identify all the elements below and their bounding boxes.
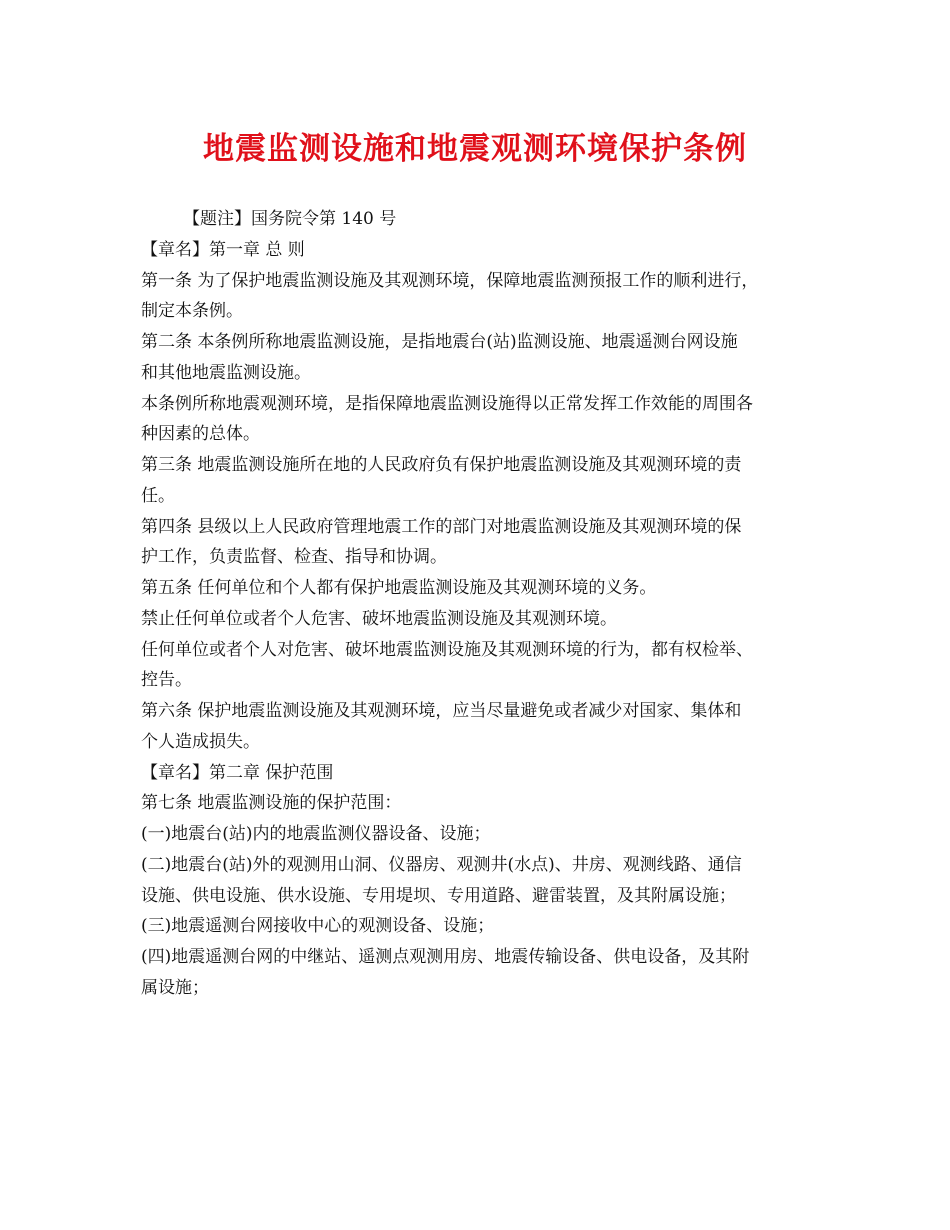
article-line: 任。: [141, 485, 175, 506]
article-line: 第二条 本条例所称地震监测设施，是指地震台(站)监测设施、地震遥测台网设施: [141, 332, 738, 352]
article-line: 第七条 地震监测设施的保护范围：: [141, 793, 402, 814]
article-line: 种因素的总体。: [141, 424, 260, 445]
article-line: 个人造成损失。: [141, 731, 260, 752]
list-item-line: (二)地震台(站)外的观测用山洞、仪器房、观测井(水点)、井房、观测线路、通信: [141, 854, 742, 875]
article-line: 禁止任何单位或者个人危害、破坏地震监测设施及其观测环境。: [141, 608, 617, 629]
article-line: 第六条 保护地震监测设施及其观测环境，应当尽量避免或者减少对国家、集体和: [141, 701, 742, 721]
document-body: [141, 204, 821, 1004]
article-line: 任何单位或者个人对危害、破坏地震监测设施及其观测环境的行为，都有权检举、: [141, 639, 753, 660]
article-line: 护工作，负责监督、检查、指导和协调。: [141, 547, 447, 568]
document-title: 地震监测设施和地震观测环境保护条例: [203, 131, 747, 167]
article-line: 控告。: [141, 670, 192, 691]
article-line: 第三条 地震监测设施所在地的人民政府负有保护地震监测设施及其观测环境的责: [141, 455, 742, 475]
list-item-line: (四)地震遥测台网的中继站、遥测点观测用房、地震传输设备、供电设备，及其附: [141, 947, 750, 967]
article-line: 第四条 县级以上人民政府管理地震工作的部门对地震监测设施及其观测环境的保: [141, 516, 742, 537]
title-note-line: 【题注】国务院令第 140 号: [183, 209, 397, 229]
chapter-heading: 【章名】第一章 总 则: [141, 239, 305, 260]
list-item-line: (三)地震遥测台网接收中心的观测设备、设施；: [141, 916, 495, 937]
list-item-line: 设施、供电设施、供水设施、专用堤坝、专用道路、避雷装置，及其附属设施；: [141, 885, 736, 906]
article-line: 第五条 任何单位和个人都有保护地震监测设施及其观测环境的义务。: [141, 578, 657, 598]
chapter-heading: 【章名】第二章 保护范围: [141, 762, 334, 783]
article-line: 制定本条例。: [141, 301, 243, 322]
article-line: 和其他地震监测设施。: [141, 362, 311, 383]
article-line: 本条例所称地震观测环境，是指保障地震监测设施得以正常发挥工作效能的周围各: [141, 393, 753, 414]
list-item-line: 属设施；: [141, 977, 209, 998]
article-line: 第一条 为了保护地震监测设施及其观测环境，保障地震监测预报工作的顺利进行，: [141, 270, 759, 291]
list-item-line: (一)地震台(站)内的地震监测仪器设备、设施；: [141, 824, 491, 844]
